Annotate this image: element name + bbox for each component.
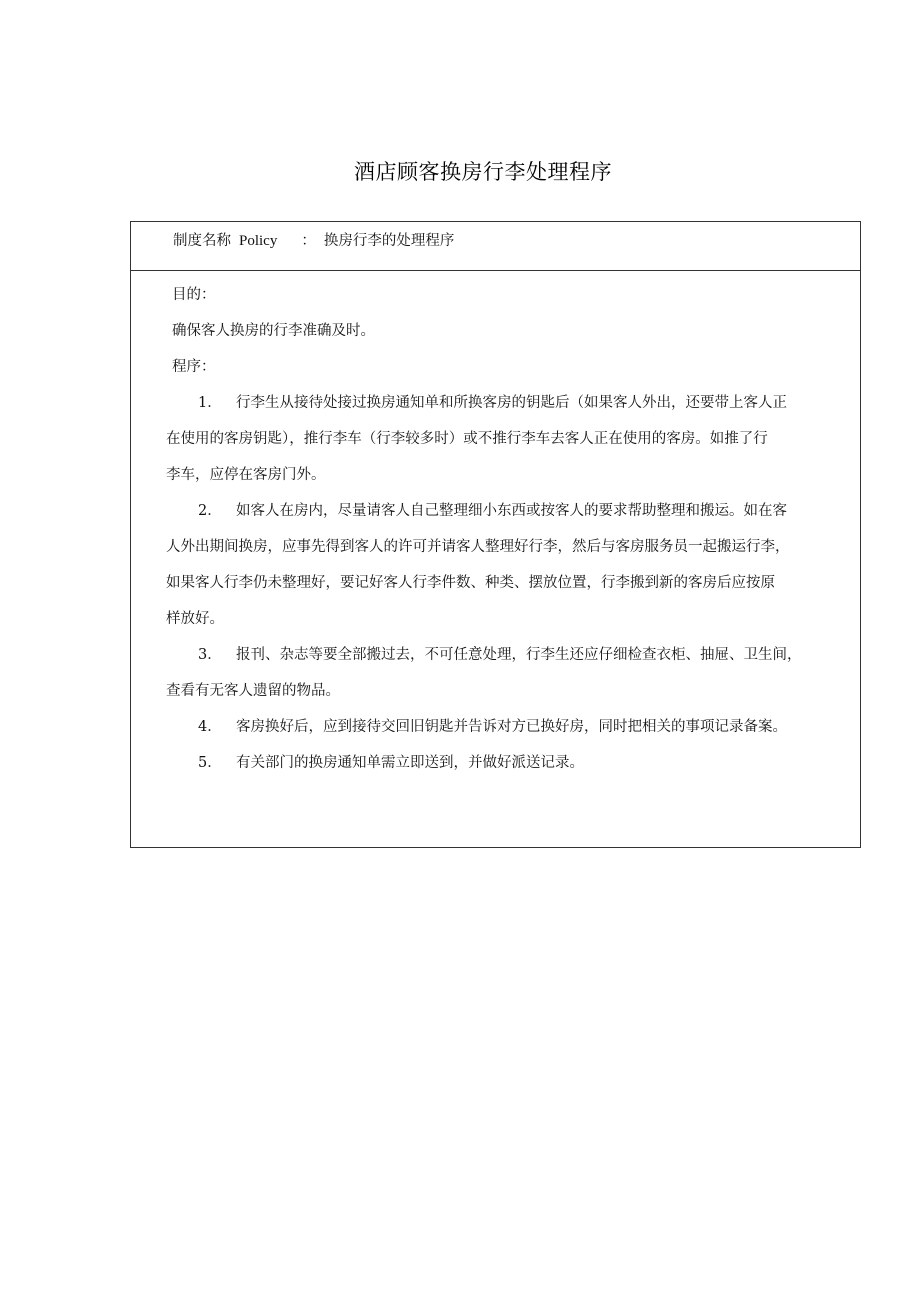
policy-label-cn: 制度名称 bbox=[173, 233, 231, 249]
procedure-label: 程序： bbox=[172, 359, 216, 375]
step-text-line: 在使用的客房钥匙），推行李车（行李较多时）或不推行李车去客人正在使用的客房。如推了行 bbox=[166, 431, 768, 447]
procedure-step-2 bbox=[166, 493, 856, 637]
step-number: 1． bbox=[198, 395, 222, 411]
step-text-line: 李车，应停在客房门外。 bbox=[166, 467, 326, 483]
step-text-line: 如客人在房内，尽量请客人自己整理细小东西或按客人的要求帮助整理和搬运。如在客 bbox=[236, 503, 787, 519]
policy-table bbox=[130, 221, 861, 848]
procedure-step-5 bbox=[166, 745, 856, 781]
step-text-line: 行李生从接待处接过换房通知单和所换客房的钥匙后（如果客人外出，还要带上客人正 bbox=[236, 395, 787, 411]
procedure-step-4 bbox=[166, 709, 856, 745]
procedure-step-3 bbox=[166, 637, 856, 709]
document-title: 酒店顾客换房行李处理程序 bbox=[354, 160, 612, 184]
purpose-text: 确保客人换房的行李准确及时。 bbox=[172, 323, 375, 339]
policy-colon: ： bbox=[301, 233, 316, 249]
step-text-line: 有关部门的换房通知单需立即送到，并做好派送记录。 bbox=[236, 755, 584, 771]
step-text-line: 人外出期间换房，应事先得到客人的许可并请客人整理好行李，然后与客房服务员一起搬运行李， bbox=[166, 539, 790, 555]
policy-label-en: Policy bbox=[239, 233, 278, 249]
step-text-line: 样放好。 bbox=[166, 611, 224, 627]
policy-name: 换房行李的处理程序 bbox=[323, 233, 455, 249]
step-number: 4． bbox=[198, 719, 222, 735]
step-text-line: 客房换好后，应到接待交回旧钥匙并告诉对方已换好房，同时把相关的事项记录备案。 bbox=[236, 719, 787, 735]
procedure-step-1 bbox=[166, 385, 856, 493]
purpose-label: 目的： bbox=[172, 287, 216, 303]
policy-content bbox=[131, 271, 860, 781]
step-text-line: 如果客人行李仍未整理好，要记好客人行李件数、种类、摆放位置，行李搬到新的客房后应按原 bbox=[166, 575, 775, 591]
step-number: 2． bbox=[198, 503, 222, 519]
policy-header-row bbox=[131, 222, 860, 271]
step-number: 5． bbox=[198, 755, 222, 771]
step-text-line: 查看有无客人遗留的物品。 bbox=[166, 683, 340, 699]
step-text-line: 报刊、杂志等要全部搬过去，不可任意处理，行李生还应仔细检查衣柜、抽屉、卫生间， bbox=[236, 647, 802, 663]
step-number: 3． bbox=[198, 647, 222, 663]
